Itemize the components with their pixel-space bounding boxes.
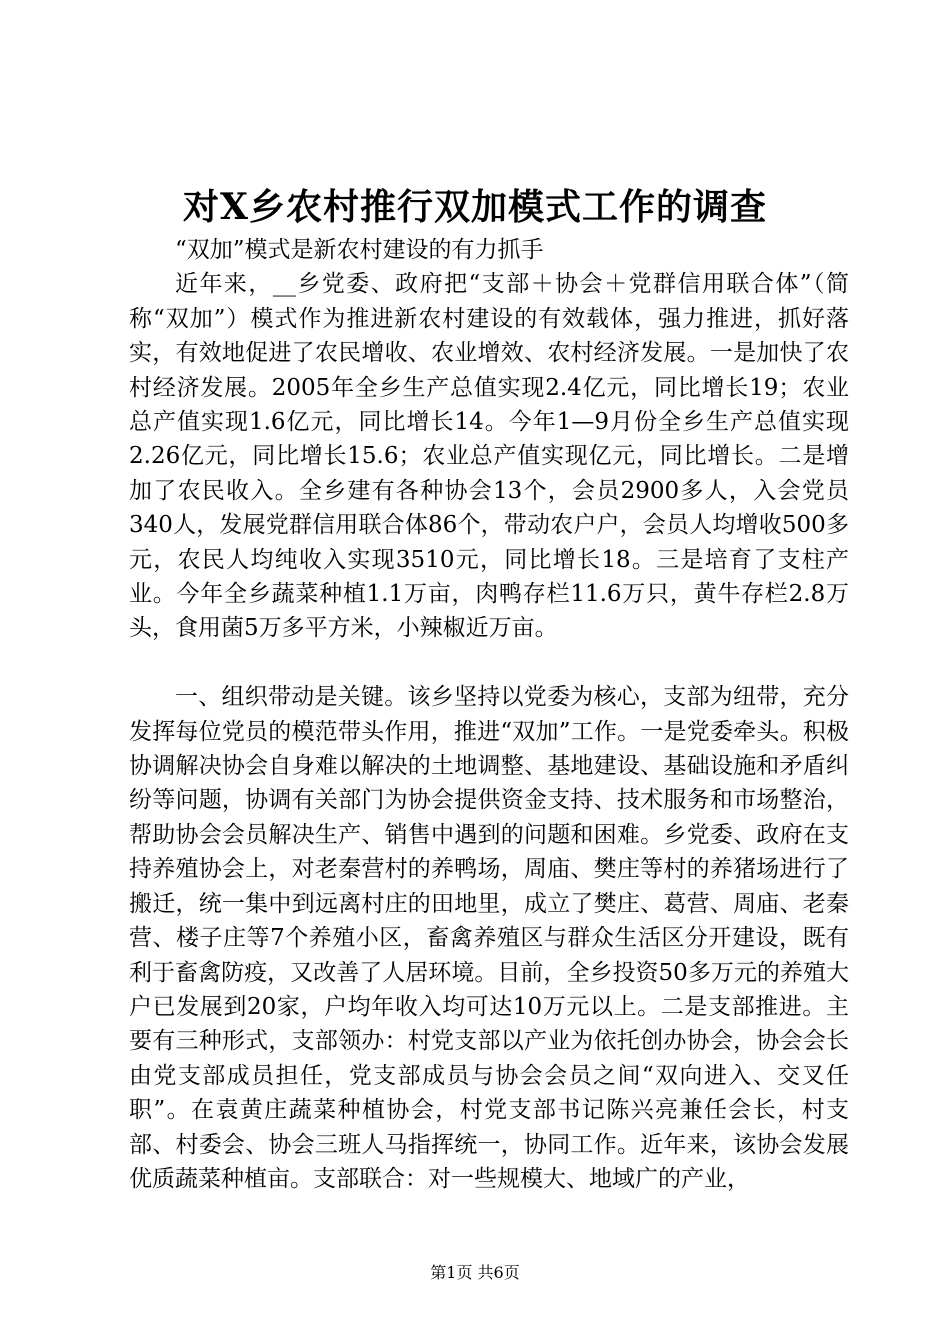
document-title: 对X乡农村推行双加模式工作的调查 <box>183 186 767 228</box>
page-number-footer: 第1页 共6页 <box>430 1263 520 1282</box>
document-body <box>129 233 849 1196</box>
paragraph: 一、组织带动是关键。该乡坚持以党委为核心，支部为纽带，充分发挥每位党员的模范带头作用，推进“双加”工作。一是党委牵头。积极协调解决协会自身难以解决的土地调整、基地建设、基础设施和矛盾纠纷等问题，协调有关部门为协会提供资金支持、技术服务和市场整治，帮助协会会员解决生产、销售中遇到的问题和困难。乡党委、政府在支持养殖协会上，对老秦营村的养鸭场，周庙、樊庄等村的养猪场进行了搬迁，统一集中到远离村庄的田地里，成立了樊庄、葛营、周庙、老秦营、楼子庄等7个养殖小区，畜禽养殖区与群众生活区分开建设，既有利于畜禽防疫，又改善了人居环境。目前，全乡投资50多万元的养殖大户已发展到20家，户均年收入均可达10万元以上。二是支部推进。主要有三种形式，支部领办：村党支部以产业为依托创办协会，协会会长由党支部成员担任，党支部成员与协会会员之间“双向进入、交叉任职”。在袁黄庄蔬菜种植协会，村党支部书记陈兴亮兼任会长，村支部、村委会、协会三班人马指挥统一，协同工作。近年来，该协会发展优质蔬菜种植亩。支部联合：对一些规模大、地域广的产业， <box>129 684 849 1192</box>
paragraph: 近年来，__乡党委、政府把“支部＋协会＋党群信用联合体”（简称“双加”）模式作为推进新农村建设的有效载体，强力推进，抓好落实，有效地促进了农民增收、农业增效、农村经济发展。一是加快了农村经济发展。2005年全乡生产总值实现2.4亿元，同比增长19；农业总产值实现1.6亿元，同比增长14。今年1—9月份全乡生产总值实现2.26亿元，同比增长15.6；农业总产值实现亿元，同比增长。二是增加了农民收入。全乡建有各种协会13个，会员2900多人，入会党员340人，发展党群信用联合体86个，带动农户户，会员人均增收500多元，农民人均纯收入实现3510元，同比增长18。三是培育了支柱产业。今年全乡蔬菜种植1.1万亩，肉鸭存栏11.6万只，黄牛存栏2.8万头，食用菌5万多平方米，小辣椒近万亩。 <box>129 271 849 642</box>
section-heading: “双加”模式是新农村建设的有力抓手 <box>175 237 544 263</box>
paragraph-spacer <box>129 646 849 680</box>
